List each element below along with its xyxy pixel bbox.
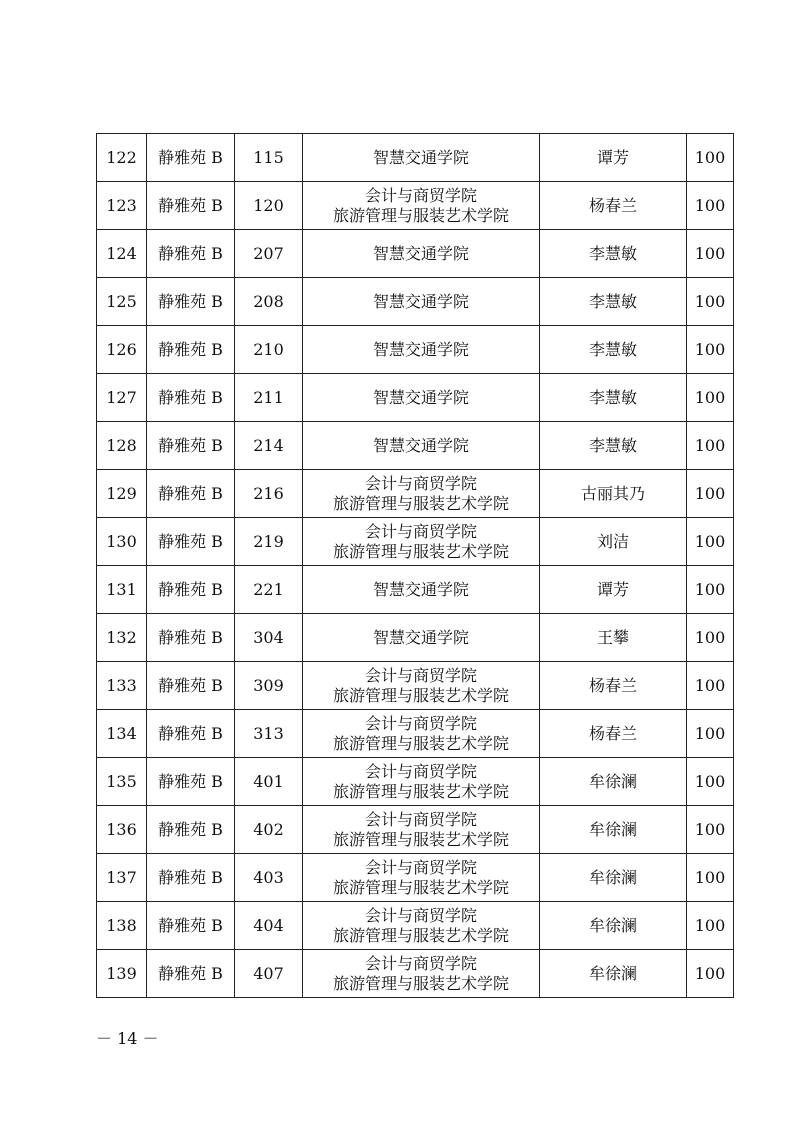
building-cell: 静雅苑 B bbox=[147, 710, 235, 758]
page-number: － 14 － bbox=[96, 1029, 159, 1048]
table-row bbox=[97, 662, 734, 710]
manager-cell: 牟徐澜 bbox=[540, 854, 687, 902]
manager-cell: 牟徐澜 bbox=[540, 902, 687, 950]
row-number-cell: 134 bbox=[97, 710, 147, 758]
row-number-cell: 137 bbox=[97, 854, 147, 902]
score-cell: 100 bbox=[687, 230, 734, 278]
room-cell: 313 bbox=[235, 710, 303, 758]
college-name: 旅游管理与服装艺术学院 bbox=[332, 733, 509, 753]
room-cell: 402 bbox=[235, 806, 303, 854]
building-cell: 静雅苑 B bbox=[147, 422, 235, 470]
manager-cell: 王攀 bbox=[540, 614, 687, 662]
row-number-cell: 131 bbox=[97, 566, 147, 614]
college-name: 智慧交通学院 bbox=[372, 435, 469, 455]
table-row bbox=[97, 374, 734, 422]
building-cell: 静雅苑 B bbox=[147, 854, 235, 902]
manager-cell: 李慧敏 bbox=[540, 422, 687, 470]
room-cell: 207 bbox=[235, 230, 303, 278]
building-cell: 静雅苑 B bbox=[147, 950, 235, 998]
score-cell: 100 bbox=[687, 662, 734, 710]
college-name: 智慧交通学院 bbox=[372, 147, 469, 167]
dorm-score-table bbox=[96, 133, 734, 998]
college-name: 旅游管理与服装艺术学院 bbox=[332, 493, 509, 513]
college-cell bbox=[303, 566, 540, 614]
table-body bbox=[97, 134, 734, 998]
table-row bbox=[97, 614, 734, 662]
college-name: 旅游管理与服装艺术学院 bbox=[332, 829, 509, 849]
college-cell bbox=[303, 758, 540, 806]
score-cell: 100 bbox=[687, 326, 734, 374]
building-cell: 静雅苑 B bbox=[147, 758, 235, 806]
college-name: 会计与商贸学院 bbox=[364, 857, 477, 877]
college-name: 智慧交通学院 bbox=[372, 579, 469, 599]
building-cell: 静雅苑 B bbox=[147, 806, 235, 854]
row-number-cell: 129 bbox=[97, 470, 147, 518]
score-cell: 100 bbox=[687, 566, 734, 614]
college-name: 旅游管理与服装艺术学院 bbox=[332, 205, 509, 225]
building-cell: 静雅苑 B bbox=[147, 182, 235, 230]
room-cell: 219 bbox=[235, 518, 303, 566]
row-number-cell: 132 bbox=[97, 614, 147, 662]
college-name: 会计与商贸学院 bbox=[364, 713, 477, 733]
table-row bbox=[97, 806, 734, 854]
table-row bbox=[97, 422, 734, 470]
room-cell: 309 bbox=[235, 662, 303, 710]
building-cell: 静雅苑 B bbox=[147, 278, 235, 326]
college-name: 会计与商贸学院 bbox=[364, 953, 477, 973]
college-name: 旅游管理与服装艺术学院 bbox=[332, 781, 509, 801]
college-name: 旅游管理与服装艺术学院 bbox=[332, 925, 509, 945]
row-number-cell: 125 bbox=[97, 278, 147, 326]
college-cell bbox=[303, 854, 540, 902]
manager-cell: 牟徐澜 bbox=[540, 806, 687, 854]
room-cell: 404 bbox=[235, 902, 303, 950]
row-number-cell: 122 bbox=[97, 134, 147, 182]
manager-cell: 杨春兰 bbox=[540, 710, 687, 758]
college-name: 会计与商贸学院 bbox=[364, 665, 477, 685]
college-name: 智慧交通学院 bbox=[372, 243, 469, 263]
row-number-cell: 133 bbox=[97, 662, 147, 710]
row-number-cell: 130 bbox=[97, 518, 147, 566]
table-row bbox=[97, 470, 734, 518]
room-cell: 401 bbox=[235, 758, 303, 806]
table-row bbox=[97, 566, 734, 614]
table-row bbox=[97, 518, 734, 566]
score-cell: 100 bbox=[687, 806, 734, 854]
college-cell bbox=[303, 230, 540, 278]
college-name: 旅游管理与服装艺术学院 bbox=[332, 685, 509, 705]
college-name: 会计与商贸学院 bbox=[364, 905, 477, 925]
row-number-cell: 127 bbox=[97, 374, 147, 422]
table-row bbox=[97, 950, 734, 998]
college-name: 会计与商贸学院 bbox=[364, 521, 477, 541]
room-cell: 115 bbox=[235, 134, 303, 182]
college-cell bbox=[303, 182, 540, 230]
table-row bbox=[97, 854, 734, 902]
score-cell: 100 bbox=[687, 134, 734, 182]
manager-cell: 牟徐澜 bbox=[540, 950, 687, 998]
score-cell: 100 bbox=[687, 470, 734, 518]
table-row bbox=[97, 182, 734, 230]
college-name: 旅游管理与服装艺术学院 bbox=[332, 877, 509, 897]
college-cell bbox=[303, 614, 540, 662]
table-row bbox=[97, 278, 734, 326]
room-cell: 221 bbox=[235, 566, 303, 614]
college-cell bbox=[303, 422, 540, 470]
manager-cell: 杨春兰 bbox=[540, 662, 687, 710]
manager-cell: 李慧敏 bbox=[540, 278, 687, 326]
college-name: 智慧交通学院 bbox=[372, 387, 469, 407]
college-name: 会计与商贸学院 bbox=[364, 473, 477, 493]
score-cell: 100 bbox=[687, 374, 734, 422]
college-name: 智慧交通学院 bbox=[372, 339, 469, 359]
building-cell: 静雅苑 B bbox=[147, 902, 235, 950]
building-cell: 静雅苑 B bbox=[147, 566, 235, 614]
manager-cell: 杨春兰 bbox=[540, 182, 687, 230]
college-cell bbox=[303, 902, 540, 950]
score-cell: 100 bbox=[687, 278, 734, 326]
score-cell: 100 bbox=[687, 422, 734, 470]
manager-cell: 谭芳 bbox=[540, 134, 687, 182]
manager-cell: 刘洁 bbox=[540, 518, 687, 566]
manager-cell: 牟徐澜 bbox=[540, 758, 687, 806]
table-row bbox=[97, 710, 734, 758]
manager-cell: 李慧敏 bbox=[540, 326, 687, 374]
building-cell: 静雅苑 B bbox=[147, 230, 235, 278]
score-cell: 100 bbox=[687, 854, 734, 902]
college-name: 会计与商贸学院 bbox=[364, 185, 477, 205]
table-row bbox=[97, 326, 734, 374]
building-cell: 静雅苑 B bbox=[147, 326, 235, 374]
row-number-cell: 138 bbox=[97, 902, 147, 950]
room-cell: 208 bbox=[235, 278, 303, 326]
score-cell: 100 bbox=[687, 182, 734, 230]
college-cell bbox=[303, 326, 540, 374]
manager-cell: 谭芳 bbox=[540, 566, 687, 614]
building-cell: 静雅苑 B bbox=[147, 470, 235, 518]
college-name: 智慧交通学院 bbox=[372, 291, 469, 311]
table-row bbox=[97, 134, 734, 182]
college-cell bbox=[303, 278, 540, 326]
college-name: 会计与商贸学院 bbox=[364, 809, 477, 829]
row-number-cell: 124 bbox=[97, 230, 147, 278]
table-row bbox=[97, 758, 734, 806]
row-number-cell: 139 bbox=[97, 950, 147, 998]
college-name: 旅游管理与服装艺术学院 bbox=[332, 973, 509, 993]
score-cell: 100 bbox=[687, 518, 734, 566]
college-cell bbox=[303, 134, 540, 182]
manager-cell: 李慧敏 bbox=[540, 230, 687, 278]
college-name: 会计与商贸学院 bbox=[364, 761, 477, 781]
score-cell: 100 bbox=[687, 950, 734, 998]
college-name: 智慧交通学院 bbox=[372, 627, 469, 647]
room-cell: 407 bbox=[235, 950, 303, 998]
room-cell: 214 bbox=[235, 422, 303, 470]
room-cell: 403 bbox=[235, 854, 303, 902]
score-cell: 100 bbox=[687, 902, 734, 950]
college-cell bbox=[303, 662, 540, 710]
room-cell: 120 bbox=[235, 182, 303, 230]
college-cell bbox=[303, 710, 540, 758]
building-cell: 静雅苑 B bbox=[147, 518, 235, 566]
table-row bbox=[97, 230, 734, 278]
row-number-cell: 136 bbox=[97, 806, 147, 854]
college-name: 旅游管理与服装艺术学院 bbox=[332, 541, 509, 561]
college-cell bbox=[303, 470, 540, 518]
table-row bbox=[97, 902, 734, 950]
room-cell: 210 bbox=[235, 326, 303, 374]
manager-cell: 李慧敏 bbox=[540, 374, 687, 422]
row-number-cell: 135 bbox=[97, 758, 147, 806]
room-cell: 211 bbox=[235, 374, 303, 422]
building-cell: 静雅苑 B bbox=[147, 374, 235, 422]
row-number-cell: 126 bbox=[97, 326, 147, 374]
college-cell bbox=[303, 950, 540, 998]
building-cell: 静雅苑 B bbox=[147, 134, 235, 182]
manager-cell: 古丽其乃 bbox=[540, 470, 687, 518]
building-cell: 静雅苑 B bbox=[147, 662, 235, 710]
college-cell bbox=[303, 374, 540, 422]
room-cell: 216 bbox=[235, 470, 303, 518]
score-cell: 100 bbox=[687, 710, 734, 758]
college-cell bbox=[303, 518, 540, 566]
building-cell: 静雅苑 B bbox=[147, 614, 235, 662]
score-cell: 100 bbox=[687, 758, 734, 806]
room-cell: 304 bbox=[235, 614, 303, 662]
college-cell bbox=[303, 806, 540, 854]
row-number-cell: 128 bbox=[97, 422, 147, 470]
row-number-cell: 123 bbox=[97, 182, 147, 230]
score-cell: 100 bbox=[687, 614, 734, 662]
